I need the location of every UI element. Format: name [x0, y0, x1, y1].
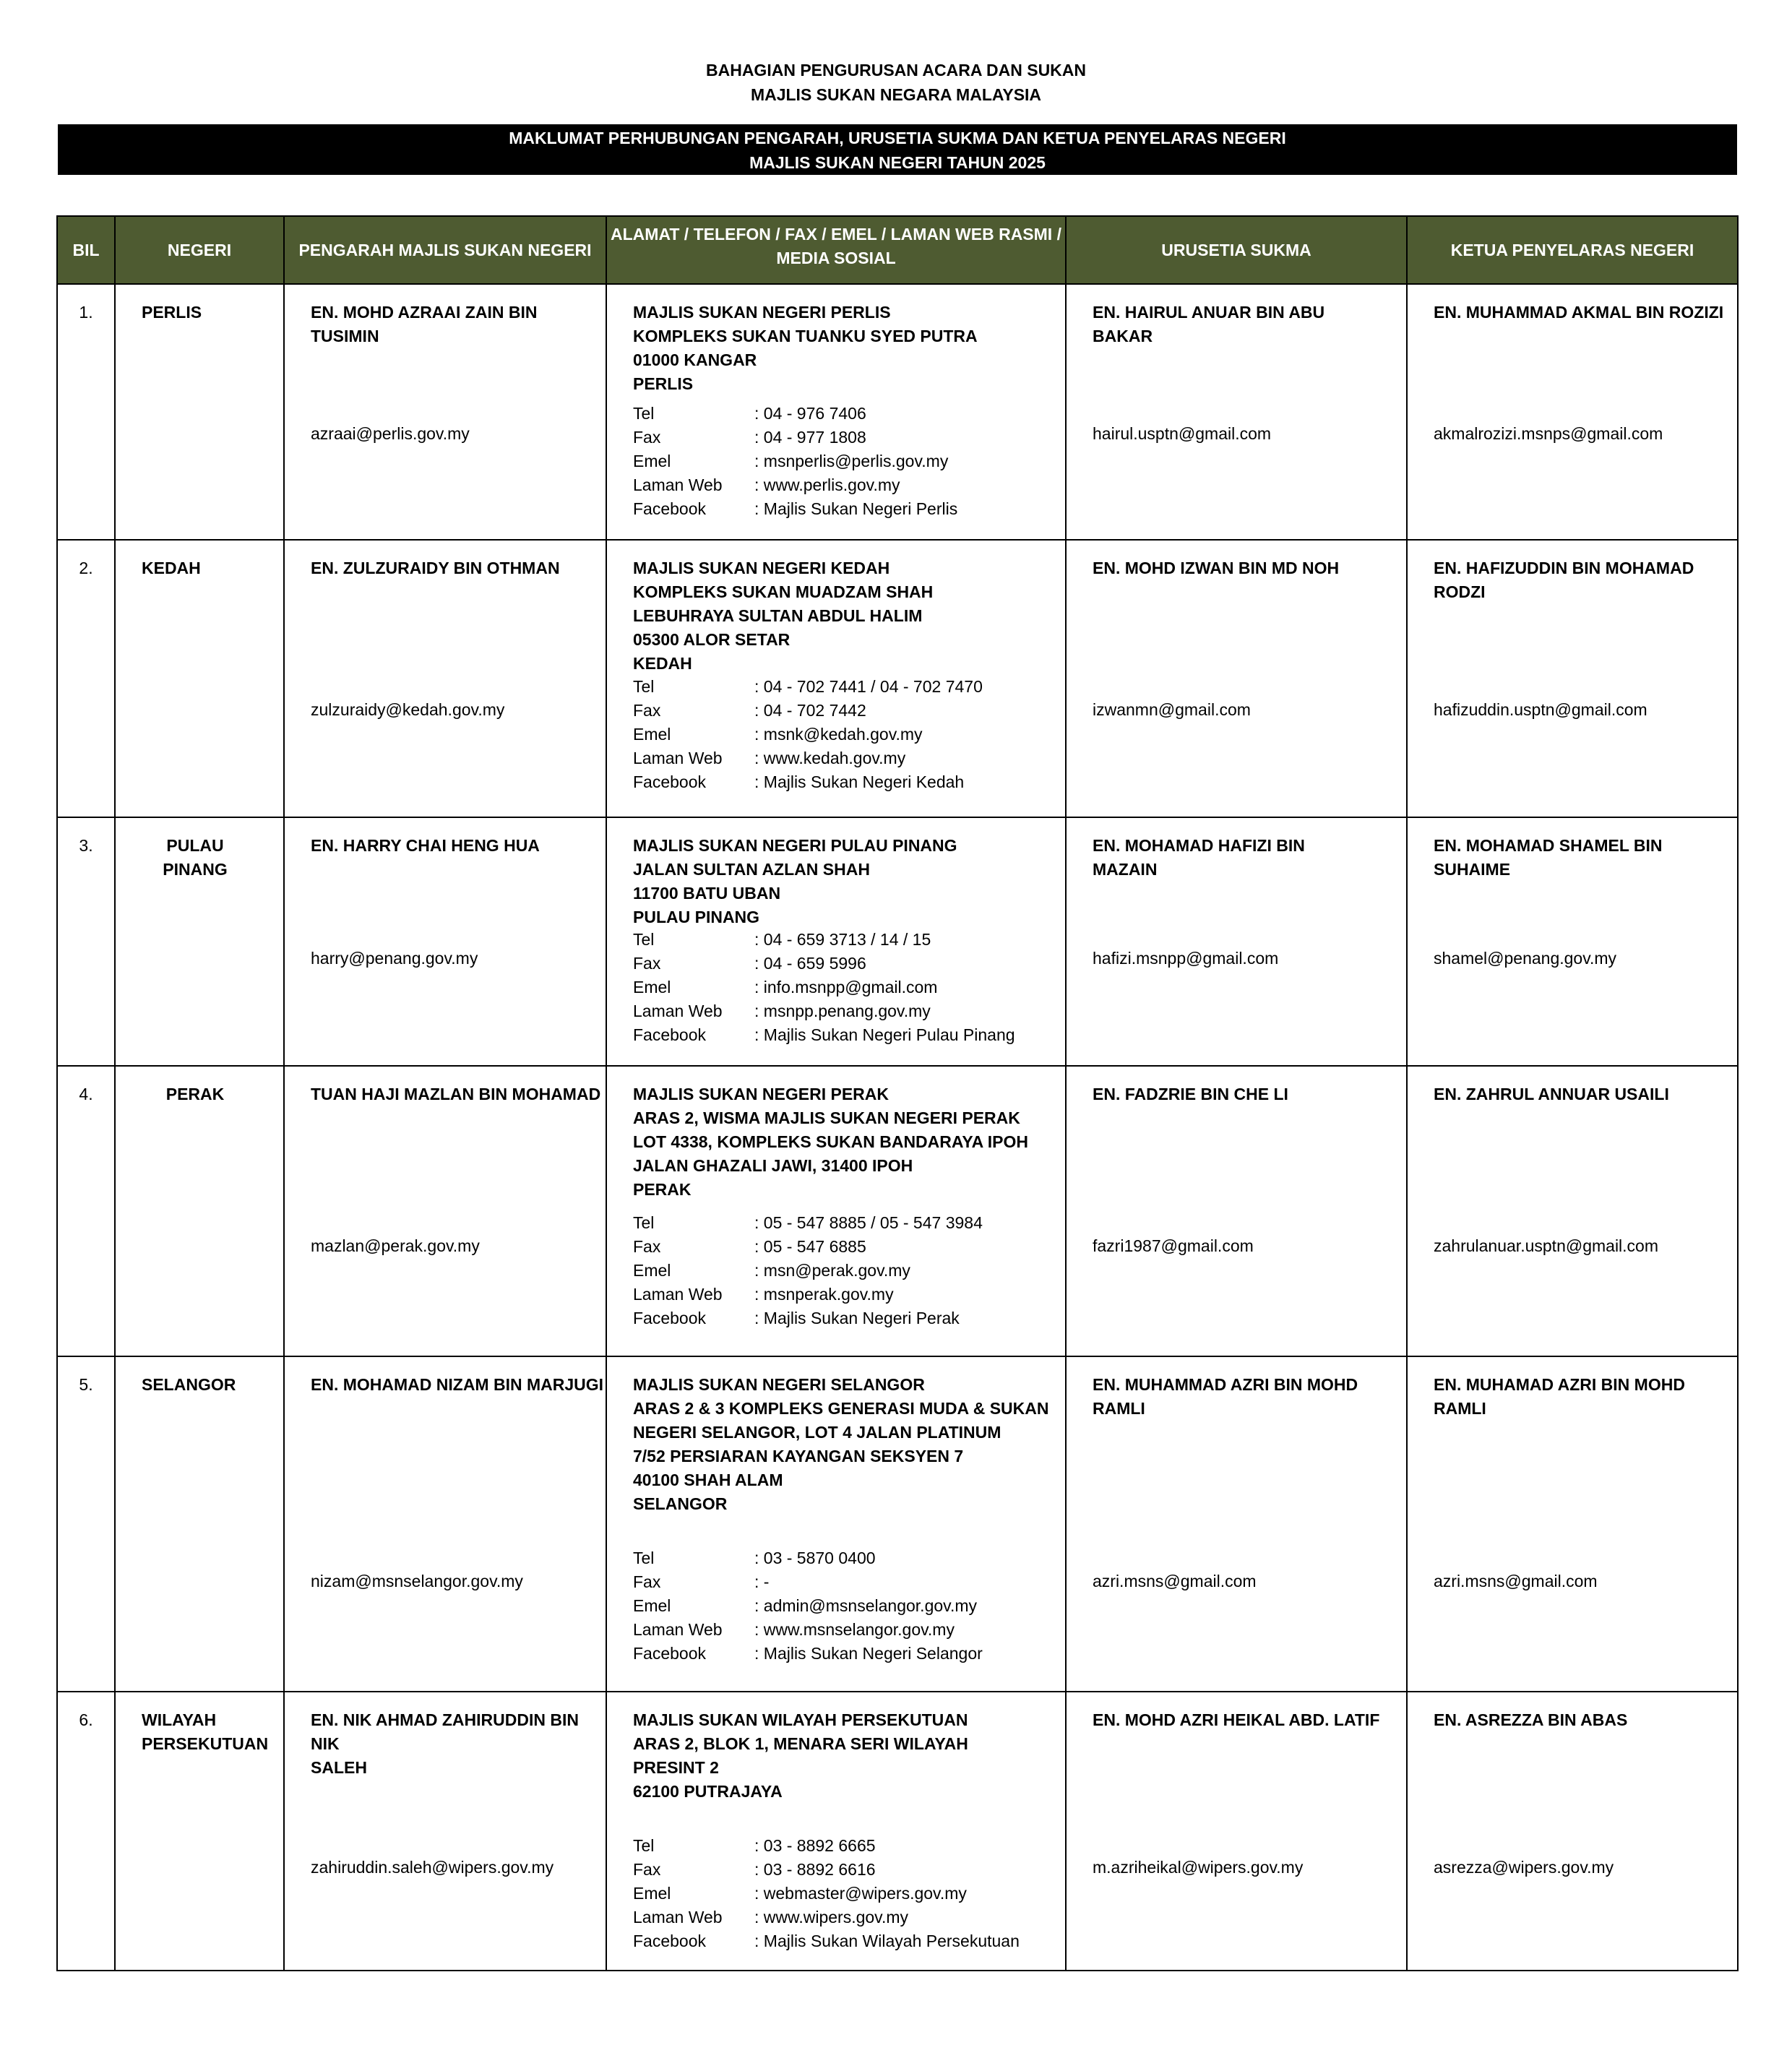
state-name-line: PERSEKUTUAN — [142, 1734, 269, 1753]
web-label: Laman Web — [633, 1002, 723, 1020]
facebook-value: : Majlis Sukan Negeri Pulau Pinang — [754, 1025, 1015, 1044]
address-line: KOMPLEKS SUKAN TUANKU SYED PUTRA — [633, 327, 978, 345]
fax-row — [633, 699, 983, 723]
facebook-value: : Majlis Sukan Negeri Perak — [754, 1309, 960, 1327]
coordinator-name-line: EN. MOHAMAD SHAMEL BIN SUHAIME — [1434, 836, 1663, 879]
emel-value: : msnperlis@perlis.gov.my — [754, 452, 949, 470]
alamat-cell — [606, 817, 1066, 1066]
address-line: JALAN SULTAN AZLAN SHAH — [633, 860, 870, 879]
facebook-value: : Majlis Sukan Wilayah Persekutuan — [754, 1932, 1020, 1950]
fax-label: Fax — [633, 701, 661, 720]
tel-row — [633, 928, 1015, 952]
web-value: : www.perlis.gov.my — [754, 475, 900, 494]
emel-row — [633, 449, 957, 473]
col-header-bil: BIL — [57, 216, 115, 284]
emel-label: Emel — [633, 452, 671, 470]
web-row — [633, 473, 957, 497]
address-line: MAJLIS SUKAN NEGERI PERLIS — [633, 303, 891, 322]
address-block — [607, 285, 1065, 396]
address-line: MAJLIS SUKAN WILAYAH PERSEKUTUAN — [633, 1710, 968, 1729]
fax-label: Fax — [633, 1860, 661, 1879]
fax-row — [633, 1570, 983, 1594]
director-name — [285, 1692, 606, 1780]
fax-label: Fax — [633, 1237, 661, 1256]
director-name — [285, 1067, 606, 1106]
pengarah-cell — [284, 1692, 606, 1971]
address-line: MAJLIS SUKAN NEGERI PULAU PINANG — [633, 836, 957, 855]
web-label: Laman Web — [633, 1620, 723, 1639]
tel-value: : 04 - 976 7406 — [754, 404, 866, 423]
address-line: 7/52 PERSIARAN KAYANGAN SEKSYEN 7 — [633, 1447, 964, 1465]
tel-label: Tel — [633, 1549, 655, 1567]
address-line: PERLIS — [633, 374, 694, 393]
emel-value: : msn@perak.gov.my — [754, 1261, 910, 1280]
director-name — [285, 1357, 606, 1397]
address-line: KOMPLEKS SUKAN MUADZAM SHAH — [633, 582, 934, 601]
web-label: Laman Web — [633, 749, 723, 767]
banner-line-1: MAKLUMAT PERHUBUNGAN PENGARAH, URUSETIA SUKMA DAN KETUA PENYELARAS NEGERI — [509, 129, 1286, 147]
emel-value: : info.msnpp@gmail.com — [754, 978, 938, 996]
fax-label: Fax — [633, 428, 661, 447]
bil-cell — [57, 1356, 115, 1692]
table-row — [57, 1356, 1738, 1692]
address-block — [607, 1692, 1065, 1804]
director-name-line: EN. ZULZURAIDY BIN OTHMAN — [311, 559, 560, 577]
fax-row — [633, 1235, 983, 1259]
contact-details — [633, 1211, 983, 1330]
director-name-line: EN. MOHAMAD NIZAM BIN MARJUGI — [311, 1375, 604, 1394]
facebook-label: Facebook — [633, 1932, 707, 1950]
col-header-alamat — [606, 216, 1066, 284]
bil-cell — [57, 284, 115, 540]
coordinator-name-line: EN. ASREZZA BIN ABAS — [1434, 1710, 1628, 1729]
alamat-cell — [606, 540, 1066, 817]
tel-row — [633, 675, 983, 699]
ketua-cell — [1407, 540, 1738, 817]
urusetia-cell — [1066, 284, 1407, 540]
fax-value: : 04 - 702 7442 — [754, 701, 866, 720]
director-name-line: EN. HARRY CHAI HENG HUA — [311, 836, 540, 855]
coordinator-email: akmalrozizi.msnps@gmail.com — [1434, 424, 1663, 443]
secretariat-email: m.azriheikal@wipers.gov.my — [1093, 1858, 1304, 1877]
coordinator-name — [1408, 818, 1737, 882]
secretariat-name — [1067, 1357, 1406, 1421]
state-name — [116, 1692, 283, 1756]
secretariat-name-line: EN. MOHD AZRI HEIKAL ABD. LATIF — [1093, 1710, 1380, 1729]
web-label: Laman Web — [633, 1908, 723, 1926]
alamat-cell — [606, 1356, 1066, 1692]
fax-value: : 04 - 659 5996 — [754, 954, 866, 973]
tel-row — [633, 402, 957, 426]
secretariat-name — [1067, 541, 1406, 580]
web-value: : www.kedah.gov.my — [754, 749, 906, 767]
coordinator-name — [1408, 285, 1737, 324]
facebook-row — [633, 1642, 983, 1666]
negeri-cell — [115, 540, 284, 817]
address-line: SELANGOR — [633, 1494, 728, 1513]
director-name — [285, 541, 606, 580]
table-row — [57, 817, 1738, 1066]
row-number: 4. — [79, 1085, 93, 1103]
table-row — [57, 1692, 1738, 1971]
address-line: 01000 KANGAR — [633, 350, 757, 369]
tel-value: : 04 - 702 7441 / 04 - 702 7470 — [754, 677, 983, 696]
coordinator-name — [1408, 1357, 1737, 1421]
emel-row — [633, 1882, 1020, 1906]
tel-row — [633, 1211, 983, 1235]
state-name-line: PULAU — [166, 836, 224, 855]
contact-table — [56, 215, 1739, 1971]
coordinator-name-line: RODZI — [1434, 582, 1486, 601]
pengarah-cell — [284, 1066, 606, 1356]
emel-value: : admin@msnselangor.gov.my — [754, 1596, 977, 1615]
web-value: : www.msnselangor.gov.my — [754, 1620, 955, 1639]
fax-value: : 05 - 547 6885 — [754, 1237, 866, 1256]
secretariat-name — [1067, 1692, 1406, 1732]
col-header-alamat-line2: MEDIA SOSIAL — [776, 249, 896, 267]
facebook-row — [633, 1929, 1020, 1953]
row-number: 1. — [79, 303, 93, 322]
col-header-pengarah: PENGARAH MAJLIS SUKAN NEGERI — [284, 216, 606, 284]
urusetia-cell — [1066, 1692, 1407, 1971]
director-email: zulzuraidy@kedah.gov.my — [311, 700, 505, 719]
director-name-line: EN. NIK AHMAD ZAHIRUDDIN BIN NIK — [311, 1710, 579, 1753]
address-line: 62100 PUTRAJAYA — [633, 1782, 783, 1801]
state-name-line: PERAK — [165, 1085, 225, 1103]
alamat-cell — [606, 1692, 1066, 1971]
negeri-cell — [115, 1066, 284, 1356]
pengarah-cell — [284, 284, 606, 540]
web-row — [633, 746, 983, 770]
facebook-value: : Majlis Sukan Negeri Kedah — [754, 772, 965, 791]
col-header-negeri: NEGERI — [115, 216, 284, 284]
col-header-ketua: KETUA PENYELARAS NEGERI — [1407, 216, 1738, 284]
fax-value: : - — [754, 1572, 770, 1591]
coordinator-email: hafizuddin.usptn@gmail.com — [1434, 700, 1647, 719]
table-row — [57, 1066, 1738, 1356]
director-email: azraai@perlis.gov.my — [311, 424, 470, 443]
address-block — [607, 541, 1065, 676]
director-email: nizam@msnselangor.gov.my — [311, 1572, 523, 1590]
tel-value: : 04 - 659 3713 / 14 / 15 — [754, 930, 931, 949]
secretariat-name-line: EN. MOHD IZWAN BIN MD NOH — [1093, 559, 1340, 577]
address-line: JALAN GHAZALI JAWI, 31400 IPOH — [633, 1156, 913, 1175]
state-name — [116, 541, 283, 580]
secretariat-name-line: MAZAIN — [1093, 860, 1158, 879]
facebook-label: Facebook — [633, 1644, 707, 1663]
row-number: 3. — [79, 836, 93, 855]
table-body — [57, 284, 1738, 1971]
ketua-cell — [1407, 1066, 1738, 1356]
web-value: : msnperak.gov.my — [754, 1285, 894, 1304]
state-name — [116, 1357, 283, 1397]
tel-value: : 03 - 8892 6665 — [754, 1836, 876, 1855]
emel-label: Emel — [633, 725, 671, 744]
fax-row — [633, 952, 1015, 976]
table-row — [57, 284, 1738, 540]
coordinator-name-line: EN. MUHAMMAD AKMAL BIN ROZIZI — [1434, 303, 1724, 322]
coordinator-name — [1408, 541, 1737, 604]
emel-value: : webmaster@wipers.gov.my — [754, 1884, 967, 1903]
state-name — [116, 818, 275, 882]
urusetia-cell — [1066, 540, 1407, 817]
state-name — [116, 285, 283, 324]
contact-details — [633, 928, 1015, 1047]
coordinator-email: asrezza@wipers.gov.my — [1434, 1858, 1614, 1877]
web-row — [633, 1283, 983, 1306]
negeri-cell — [115, 1692, 284, 1971]
tel-value: : 05 - 547 8885 / 05 - 547 3984 — [754, 1213, 983, 1232]
facebook-value: : Majlis Sukan Negeri Perlis — [754, 499, 958, 518]
address-line: 40100 SHAH ALAM — [633, 1471, 783, 1489]
facebook-row — [633, 1306, 983, 1330]
ketua-cell — [1407, 817, 1738, 1066]
alamat-cell — [606, 284, 1066, 540]
web-row — [633, 999, 1015, 1023]
secretariat-email: azri.msns@gmail.com — [1093, 1572, 1257, 1590]
address-line: 05300 ALOR SETAR — [633, 630, 791, 649]
facebook-row — [633, 1023, 1015, 1047]
address-line: PRESINT 2 — [633, 1758, 719, 1777]
state-name-line: SELANGOR — [142, 1375, 236, 1394]
director-email: mazlan@perak.gov.my — [311, 1236, 480, 1255]
coordinator-email: zahrulanuar.usptn@gmail.com — [1434, 1236, 1659, 1255]
web-value: : www.wipers.gov.my — [754, 1908, 909, 1926]
bil-cell — [57, 1692, 115, 1971]
bil-cell — [57, 540, 115, 817]
state-name-line: PERLIS — [142, 303, 202, 322]
fax-label: Fax — [633, 1572, 661, 1591]
table-row — [57, 540, 1738, 817]
web-label: Laman Web — [633, 1285, 723, 1304]
secretariat-email: fazri1987@gmail.com — [1093, 1236, 1254, 1255]
row-number: 5. — [79, 1375, 93, 1394]
secretariat-name-line: EN. MOHAMAD HAFIZI BIN — [1093, 836, 1305, 855]
state-name-line: WILAYAH — [142, 1710, 217, 1729]
facebook-row — [633, 497, 957, 521]
emel-value: : msnk@kedah.gov.my — [754, 725, 923, 744]
facebook-value: : Majlis Sukan Negeri Selangor — [754, 1644, 983, 1663]
tel-label: Tel — [633, 677, 655, 696]
tel-value: : 03 - 5870 0400 — [754, 1549, 876, 1567]
coordinator-name-line: EN. MUHAMAD AZRI BIN MOHD RAMLI — [1434, 1375, 1685, 1418]
contact-details — [633, 402, 957, 521]
tel-row — [633, 1834, 1020, 1858]
coordinator-name-line: EN. ZAHRUL ANNUAR USAILI — [1434, 1085, 1669, 1103]
address-line: NEGERI SELANGOR, LOT 4 JALAN PLATINUM — [633, 1423, 1001, 1442]
pengarah-cell — [284, 540, 606, 817]
tel-label: Tel — [633, 1213, 655, 1232]
secretariat-email: hairul.usptn@gmail.com — [1093, 424, 1272, 443]
fax-value: : 03 - 8892 6616 — [754, 1860, 876, 1879]
bil-cell — [57, 817, 115, 1066]
coordinator-name-line: EN. HAFIZUDDIN BIN MOHAMAD — [1434, 559, 1694, 577]
address-line: PERAK — [633, 1180, 692, 1199]
director-name-line: EN. MOHD AZRAAI ZAIN BIN TUSIMIN — [311, 303, 538, 345]
contact-details — [633, 675, 983, 794]
address-line: ARAS 2, WISMA MAJLIS SUKAN NEGERI PERAK — [633, 1108, 1020, 1127]
col-header-alamat-line1: ALAMAT / TELEFON / FAX / EMEL / LAMAN WEB RASMI / — [611, 225, 1061, 244]
tel-row — [633, 1546, 983, 1570]
contact-details — [633, 1834, 1020, 1953]
address-line: MAJLIS SUKAN NEGERI PERAK — [633, 1085, 889, 1103]
contact-details — [633, 1546, 983, 1666]
address-line: LOT 4338, KOMPLEKS SUKAN BANDARAYA IPOH — [633, 1132, 1028, 1151]
ketua-cell — [1407, 284, 1738, 540]
coordinator-name — [1408, 1067, 1737, 1106]
secretariat-email: izwanmn@gmail.com — [1093, 700, 1251, 719]
address-block — [607, 1357, 1065, 1516]
table-header-row — [57, 216, 1738, 284]
emel-row — [633, 1594, 983, 1618]
web-row — [633, 1906, 1020, 1929]
facebook-label: Facebook — [633, 1309, 707, 1327]
emel-row — [633, 1259, 983, 1283]
emel-label: Emel — [633, 1261, 671, 1280]
pengarah-cell — [284, 1356, 606, 1692]
director-name — [285, 818, 606, 858]
address-line: ARAS 2, BLOK 1, MENARA SERI WILAYAH — [633, 1734, 968, 1753]
header-line-1: BAHAGIAN PENGURUSAN ACARA DAN SUKAN — [705, 61, 1087, 79]
secretariat-name-line: EN. FADZRIE BIN CHE LI — [1093, 1085, 1288, 1103]
emel-label: Emel — [633, 1884, 671, 1903]
secretariat-email: hafizi.msnpp@gmail.com — [1093, 949, 1279, 968]
urusetia-cell — [1066, 1356, 1407, 1692]
secretariat-name-line: BAKAR — [1093, 327, 1153, 345]
tel-label: Tel — [633, 930, 655, 949]
coordinator-email: azri.msns@gmail.com — [1434, 1572, 1598, 1590]
address-line: 11700 BATU UBAN — [633, 884, 781, 903]
state-name — [116, 1067, 275, 1106]
secretariat-name — [1067, 1067, 1406, 1106]
secretariat-name — [1067, 818, 1406, 882]
facebook-label: Facebook — [633, 499, 707, 518]
secretariat-name-line: EN. MUHAMMAD AZRI BIN MOHD RAMLI — [1093, 1375, 1358, 1418]
address-line: KEDAH — [633, 654, 692, 673]
address-line: LEBUHRAYA SULTAN ABDUL HALIM — [633, 606, 923, 625]
row-number: 6. — [79, 1710, 93, 1729]
address-block — [607, 1067, 1065, 1202]
director-name-line: SALEH — [311, 1758, 367, 1777]
director-name — [285, 285, 606, 348]
fax-row — [633, 426, 957, 449]
tel-label: Tel — [633, 1836, 655, 1855]
facebook-label: Facebook — [633, 772, 707, 791]
pengarah-cell — [284, 817, 606, 1066]
facebook-label: Facebook — [633, 1025, 707, 1044]
fax-label: Fax — [633, 954, 661, 973]
coordinator-name — [1408, 1692, 1737, 1732]
web-label: Laman Web — [633, 475, 723, 494]
secretariat-name — [1067, 285, 1406, 348]
col-header-urusetia: URUSETIA SUKMA — [1066, 216, 1407, 284]
fax-value: : 04 - 977 1808 — [754, 428, 866, 447]
ketua-cell — [1407, 1356, 1738, 1692]
urusetia-cell — [1066, 817, 1407, 1066]
secretariat-name-line: EN. HAIRUL ANUAR BIN ABU — [1093, 303, 1325, 322]
emel-label: Emel — [633, 1596, 671, 1615]
address-line: MAJLIS SUKAN NEGERI SELANGOR — [633, 1375, 925, 1394]
negeri-cell — [115, 284, 284, 540]
emel-row — [633, 976, 1015, 999]
negeri-cell — [115, 817, 284, 1066]
ketua-cell — [1407, 1692, 1738, 1971]
address-line: ARAS 2 & 3 KOMPLEKS GENERASI MUDA & SUKAN — [633, 1399, 1049, 1418]
banner-line-2: MAJLIS SUKAN NEGERI TAHUN 2025 — [749, 153, 1046, 172]
state-name-line: PINANG — [163, 860, 228, 879]
director-name-line: TUAN HAJI MAZLAN BIN MOHAMAD — [311, 1085, 601, 1103]
bil-cell — [57, 1066, 115, 1356]
emel-row — [633, 723, 983, 746]
tel-label: Tel — [633, 404, 655, 423]
negeri-cell — [115, 1356, 284, 1692]
director-email: harry@penang.gov.my — [311, 949, 478, 968]
row-number: 2. — [79, 559, 93, 577]
address-line: MAJLIS SUKAN NEGERI KEDAH — [633, 559, 890, 577]
emel-label: Emel — [633, 978, 671, 996]
coordinator-email: shamel@penang.gov.my — [1434, 949, 1617, 968]
state-name-line: KEDAH — [142, 559, 201, 577]
fax-row — [633, 1858, 1020, 1882]
director-email: zahiruddin.saleh@wipers.gov.my — [311, 1858, 554, 1877]
urusetia-cell — [1066, 1066, 1407, 1356]
address-line: PULAU PINANG — [633, 908, 760, 926]
title-banner — [58, 124, 1737, 175]
header-line-2: MAJLIS SUKAN NEGARA MALAYSIA — [750, 85, 1042, 104]
alamat-cell — [606, 1066, 1066, 1356]
facebook-row — [633, 770, 983, 794]
web-value: : msnpp.penang.gov.my — [754, 1002, 931, 1020]
web-row — [633, 1618, 983, 1642]
address-block — [607, 818, 1065, 929]
